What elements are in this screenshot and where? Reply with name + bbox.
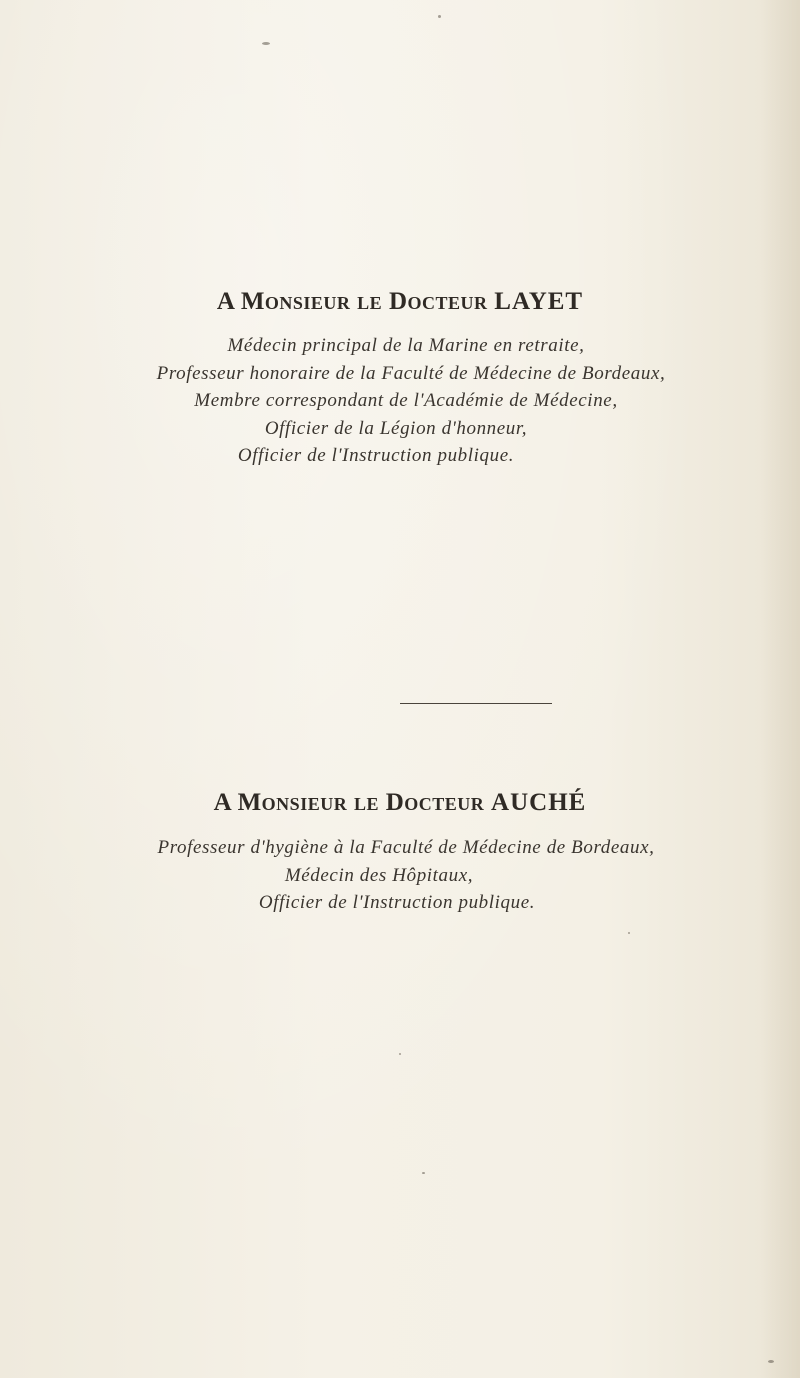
title-line: Officier de l'Instruction publique. [258,892,536,913]
title-line: Professeur honoraire de la Faculté de Médecine de Bordeaux, [156,362,666,384]
title-line: Médecin des Hôpitaux, [284,864,474,886]
honoree-name: LAYET [494,288,584,315]
title-line: Officier de la Légion d'honneur, [264,417,528,439]
dedication-heading [0,787,800,819]
paper-speck [422,1172,425,1174]
dedication-heading [0,286,800,318]
paper-speck [768,1360,774,1363]
dedication-prefix: A Monsieur le Docteur [216,288,488,315]
honoree-name: AUCHÉ [491,789,587,816]
page-edge-shadow [760,0,800,1378]
separator-rule [400,703,552,704]
title-lines [0,332,800,470]
title-line: Officier de l'Instruction publique. [237,445,515,466]
paper-speck [399,1053,401,1055]
dedication-auche [0,787,800,917]
dedication-prefix: A Monsieur le Docteur [213,789,485,816]
title-line: Médecin principal de la Marine en retraite, [227,335,585,356]
paper-speck [438,15,441,18]
title-line: Membre correspondant de l'Académie de Médecine, [194,390,618,411]
dedication-layet [0,286,800,470]
title-line: Professeur d'hygiène à la Faculté de Médecine de Bordeaux, [157,837,655,858]
paper-speck [262,42,270,45]
paper-speck [628,932,630,934]
title-lines [0,834,800,917]
